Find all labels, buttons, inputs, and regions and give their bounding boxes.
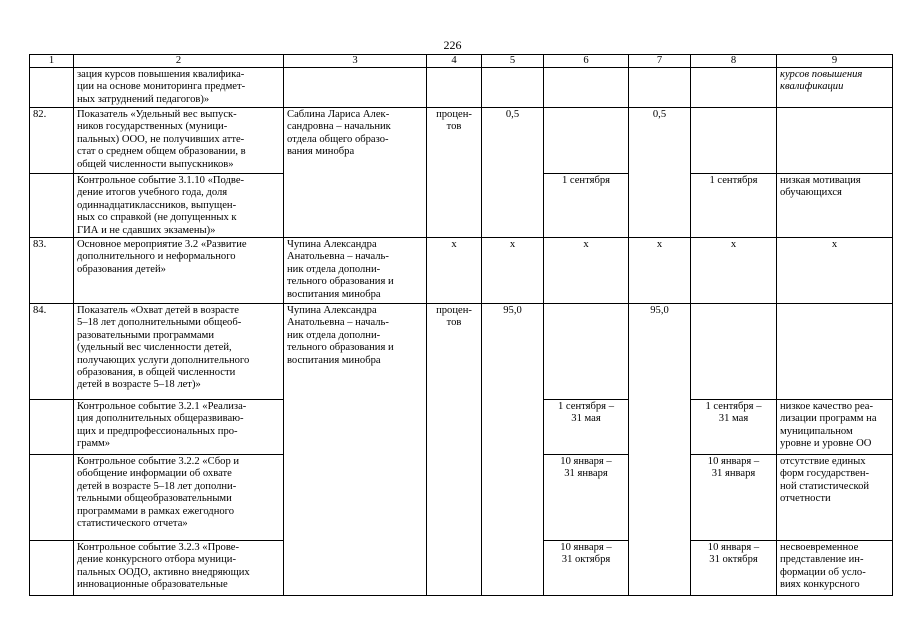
- x-mark: х: [691, 238, 777, 304]
- value-cell: 95,0: [629, 304, 691, 596]
- header-cell: 5: [482, 55, 544, 68]
- cell-text: Контрольное событие 3.1.10 «Подве- дение итогов учебного года, доля одиннадцатиклассников, выпущен- ных со справкой (не допущенных к ГИА и не сдавших экзамены)»: [74, 174, 284, 238]
- header-cell: 9: [777, 55, 893, 68]
- table-row: [30, 238, 893, 304]
- cell-text: Показатель «Охват детей в возрасте 5–18 лет дополнительными общеоб- разовательными программами (удельный вес численности детей, получающих услуги дополнительного образования, в общей численности детей в возрасте 5–18 лет)»: [74, 304, 284, 400]
- risk-text: низкая мотивация обучающихся: [777, 174, 893, 238]
- date-cell: 10 января – 31 января: [544, 455, 629, 541]
- date-cell: 1 сентября – 31 мая: [544, 400, 629, 455]
- responsible-person: Чупина Александра Анатольевна – началь- ник отдела дополни- тельного образования и воспитания минобра: [284, 238, 427, 304]
- date-cell: 10 января – 31 января: [691, 455, 777, 541]
- risk-text: несвоевременное представление ин- формации об усло- виях конкурсного: [777, 541, 893, 596]
- date-cell: 1 сентября – 31 мая: [691, 400, 777, 455]
- table-row: [30, 304, 893, 400]
- cell-text: Показатель «Удельный вес выпуск- ников государственных (муници- пальных) ООО, не получивших атте- стат о среднем общем образовании, в общей численности выпускников»: [74, 108, 284, 174]
- x-mark: х: [482, 238, 544, 304]
- header-cell: 1: [30, 55, 74, 68]
- value-cell: 0,5: [482, 108, 544, 238]
- cell-text: Контрольное событие 3.2.3 «Прове- дение конкурсного отбора муници- пальных ООДО, активно внедряющих инновационные образовательные: [74, 541, 284, 596]
- header-cell: 2: [74, 55, 284, 68]
- row-number: 82.: [30, 108, 74, 174]
- cell-text: Контрольное событие 3.2.1 «Реализа- ция дополнительных общеразвиваю- щих и предпрофессиональных про- грамм»: [74, 400, 284, 455]
- table-row: [30, 108, 893, 174]
- x-mark: х: [629, 238, 691, 304]
- header-cell: 8: [691, 55, 777, 68]
- risk-text: курсов повышения квалификации: [777, 68, 893, 108]
- header-cell: 7: [629, 55, 691, 68]
- header-row: [30, 55, 893, 68]
- cell-text: Контрольное событие 3.2.2 «Сбор и обобщение информации об охвате детей в возрасте 5–18 лет дополни- тельными общеобразовательными программами в рамках ежегодного статистического отчета»: [74, 455, 284, 541]
- table-row: [30, 68, 893, 108]
- row-number: 83.: [30, 238, 74, 304]
- x-mark: х: [427, 238, 482, 304]
- date-cell: 10 января – 31 октября: [691, 541, 777, 596]
- unit-cell: процен- тов: [427, 304, 482, 596]
- responsible-person: Саблина Лариса Алек- сандровна – начальник отдела общего образо- вания минобра: [284, 108, 427, 238]
- unit-cell: процен- тов: [427, 108, 482, 238]
- header-cell: 3: [284, 55, 427, 68]
- responsible-person: Чупина Александра Анатольевна – началь- ник отдела дополни- тельного образования и воспитания минобра: [284, 304, 427, 596]
- header-cell: 6: [544, 55, 629, 68]
- row-number: [30, 68, 74, 108]
- plan-table: [29, 54, 893, 596]
- date-cell: 10 января – 31 октября: [544, 541, 629, 596]
- date-cell: 1 сентября: [544, 174, 629, 238]
- value-cell: 95,0: [482, 304, 544, 596]
- cell-text: зация курсов повышения квалифика- ции на основе мониторинга предмет- ных затруднений педагогов)»: [74, 68, 284, 108]
- value-cell: 0,5: [629, 108, 691, 238]
- x-mark: х: [777, 238, 893, 304]
- cell-text: Основное мероприятие 3.2 «Развитие дополнительного и неформального образования детей»: [74, 238, 284, 304]
- x-mark: х: [544, 238, 629, 304]
- header-cell: 4: [427, 55, 482, 68]
- date-cell: 1 сентября: [691, 174, 777, 238]
- page-number: 226: [443, 38, 462, 52]
- row-number: 84.: [30, 304, 74, 400]
- risk-text: низкое качество реа- лизации программ на муниципальном уровне и уровне ОО: [777, 400, 893, 455]
- risk-text: отсутствие единых форм государствен- ной статистической отчетности: [777, 455, 893, 541]
